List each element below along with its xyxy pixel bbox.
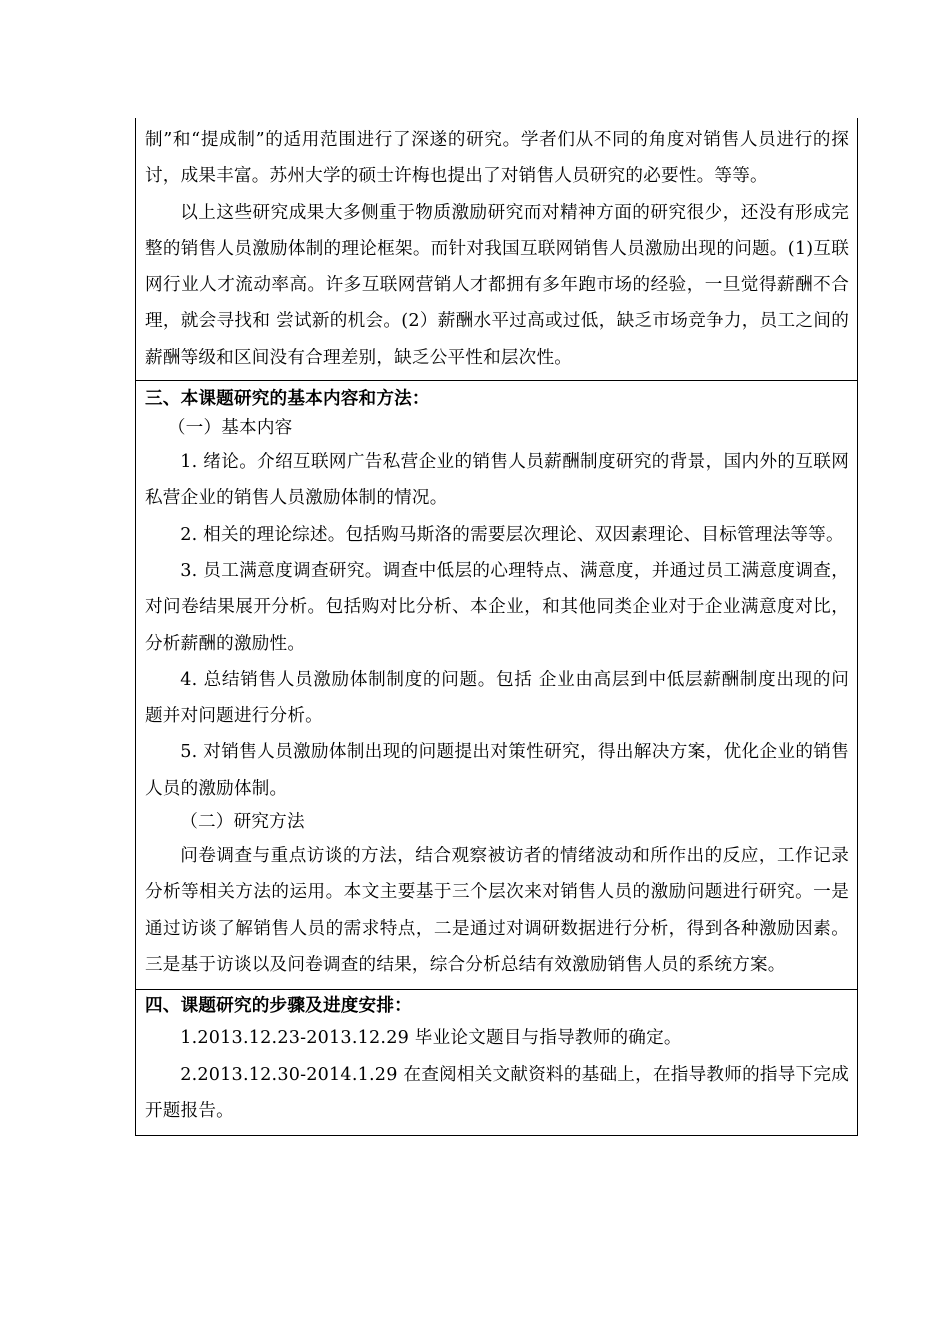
review-paragraph-1: 制”和“提成制”的适用范围进行了深遂的研究。学者们从不同的角度对销售人员进行的探讨，成果丰富。苏州大学的硕士许梅也提出了对销售人员研究的必要性。等等。	[145, 130, 849, 187]
research-method-paragraph: 问卷调查与重点访谈的方法，结合观察被访者的情绪波动和所作出的反应，工作记录分析等相关方法的运用。本文主要基于三个层次来对销售人员的激励问题进行研究。一是通过访谈了解销售人员的需求特点，二是通过对调研数据进行分析，得到各种激励因素。三是基于访谈以及问卷调查的结果，综合分析总结有效激励销售人员的系统方案。	[145, 846, 849, 975]
proposal-table	[135, 118, 858, 1136]
content-item-5: 5. 对销售人员激励体制出现的问题提出对策性研究，得出解决方案，优化企业的销售人员的激励体制。	[145, 742, 849, 799]
review-paragraph-2: 以上这些研究成果大多侧重于物质激励研究而对精神方面的研究很少，还没有形成完整的销售人员激励体制的理论框架。而针对我国互联网销售人员激励出现的问题。(1)互联网行业人才流动率高。许多互联网营销人才都拥有多年跑市场的经验，一旦觉得薪酬不合理，就会寻找和 尝试新的机会。(2）薪酬水平过高或过低，缺乏市场竞争力，员工之间的薪酬等级和区间没有合理差别，缺乏公平性和层次性。	[145, 202, 849, 368]
content-item-4: 4. 总结销售人员激励体制制度的问题。包括 企业由高层到中低层薪酬制度出现的问题并对问题进行分析。	[145, 669, 849, 727]
section3-title: 三、本课题研究的基本内容和方法：	[145, 388, 430, 410]
content-item-2: 2. 相关的理论综述。包括购马斯洛的需要层次理论、双因素理论、目标管理法等等。	[180, 524, 844, 545]
schedule-cell	[136, 989, 857, 1135]
content-item-1: 1. 绪论。介绍互联网广告私营企业的销售人员薪酬制度研究的背景，国内外的互联网私营企业的销售人员激励体制的情况。	[145, 452, 849, 509]
literature-review-cell	[136, 118, 857, 380]
content-item-3: 3. 员工满意度调查研究。调查中低层的心理特点、满意度，并通过员工满意度调查，对问卷结果展开分析。包括购对比分析、本企业，和其他同类企业对于企业满意度对比，分析薪酬的激励性。	[145, 560, 849, 654]
schedule-step-2: 2.2013.12.30-2014.1.29 在查阅相关文献资料的基础上，在指导教师的指导下完成开题报告。	[145, 1064, 849, 1121]
basic-content-subtitle: （一）基本内容	[167, 418, 293, 439]
research-method-subtitle: （二）研究方法	[180, 812, 305, 833]
research-content-cell	[136, 380, 857, 989]
schedule-step-1: 1.2013.12.23-2013.12.29 毕业论文题目与指导教师的确定。	[180, 1028, 682, 1049]
section4-title: 四、课题研究的步骤及进度安排：	[145, 995, 412, 1017]
